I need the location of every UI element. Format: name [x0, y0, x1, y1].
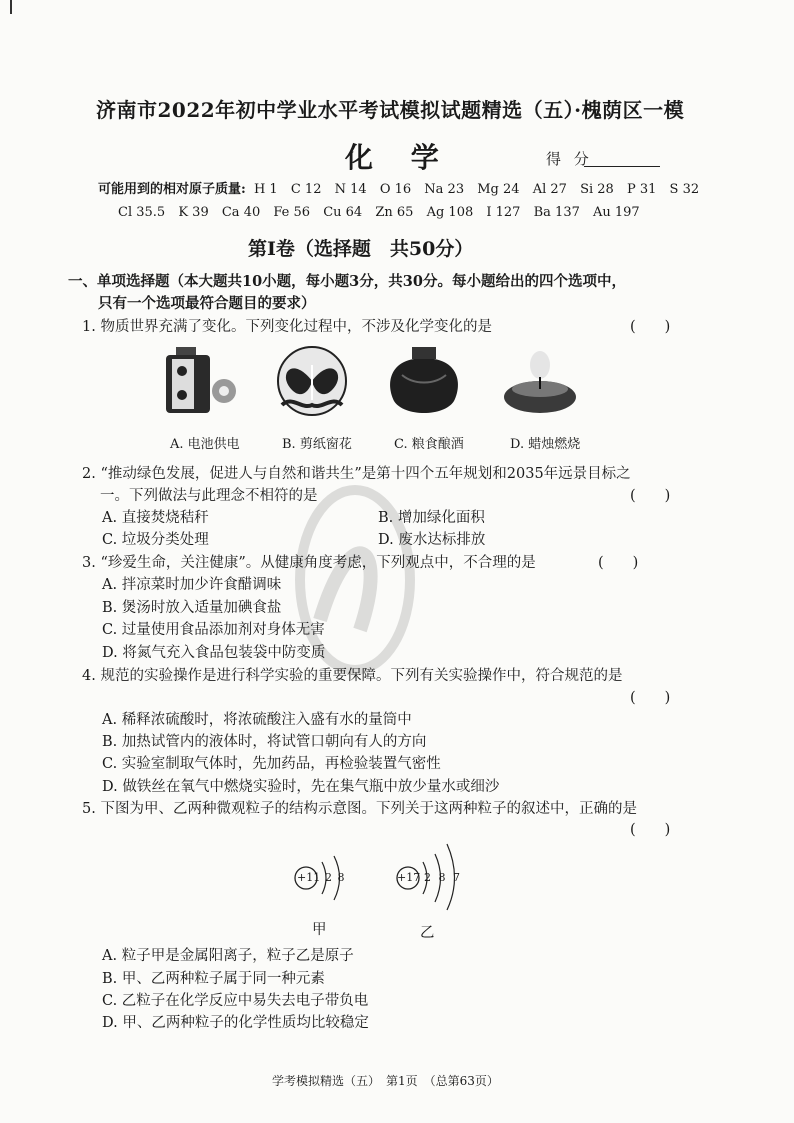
q1-stem: 1. 物质世界充满了变化。下列变化过程中，不涉及化学变化的是 — [82, 319, 492, 335]
battery-image — [162, 345, 242, 417]
atom-cl: Cl 35.5 — [118, 205, 166, 220]
q2-option-a[interactable]: A. 直接焚烧秸秆 — [102, 510, 209, 526]
q3-answer-paren[interactable]: ( ) — [598, 555, 639, 571]
section-title-line-2: 只有一个选项最符合题目的要求） — [98, 295, 316, 312]
score-blank[interactable] — [584, 166, 660, 167]
atom-p: P 31 — [626, 182, 657, 197]
atom-fe: Fe 56 — [273, 205, 311, 220]
q2-stem-line-1: 2. “推动绿色发展，促进人与自然和谐共生”是第十四个五年规划和2035年远景目标之 — [82, 466, 631, 482]
q2-answer-paren[interactable]: ( ) — [630, 488, 671, 504]
q3-option-d[interactable]: D. 将氮气充入食品包装袋中防变质 — [102, 645, 326, 661]
q3-stem: 3. “珍爱生命，关注健康”。从健康角度考虑，下列观点中，不合理的是 — [82, 555, 536, 571]
atomic-mass-label: 可能用到的相对原子质量: — [98, 182, 246, 197]
particle-jia-nucleus: +11 — [297, 871, 321, 884]
q5-stem: 5. 下图为甲、乙两种微观粒子的结构示意图。下列关于这两种粒子的叙述中，正确的是 — [82, 801, 637, 817]
atom-au: Au 197 — [593, 205, 640, 220]
atom-ca: Ca 40 — [221, 205, 261, 220]
atomic-mass-line-1 — [98, 178, 708, 197]
wine-jar-image — [384, 345, 464, 417]
page-footer: 学考模拟精选（五） 第1页 （总第63页） — [272, 1074, 499, 1088]
atom-cu: Cu 64 — [323, 205, 363, 220]
atom-i: I 127 — [486, 205, 521, 220]
q1-caption-a: A. 电池供电 — [170, 437, 240, 452]
atom-al: Al 27 — [532, 182, 567, 197]
q4-stem: 4. 规范的实验操作是进行科学实验的重要保障。下列有关实验操作中，符合规范的是 — [82, 668, 623, 684]
subject-title: 化 学 — [345, 141, 453, 174]
particle-jia-shells: 2 8 — [325, 871, 346, 884]
q2-stem-line-2: 一。下列做法与此理念不相符的是 — [100, 488, 318, 504]
atom-s: S 32 — [669, 182, 700, 197]
atom-zn: Zn 65 — [375, 205, 414, 220]
exam-title: 济南市2022年初中学业水平考试模拟试题精选（五）·槐荫区一模 — [96, 98, 685, 122]
q4-option-a[interactable]: A. 稀释浓硫酸时，将浓硫酸注入盛有水的量筒中 — [102, 712, 412, 728]
q2-option-c[interactable]: C. 垃圾分类处理 — [102, 532, 209, 548]
q5-option-b[interactable]: B. 甲、乙两种粒子属于同一种元素 — [102, 971, 325, 987]
q1-caption-c: C. 粮食酿酒 — [394, 437, 464, 452]
q2-option-d[interactable]: D. 废水达标排放 — [378, 532, 486, 548]
paper-cut-butterfly-image — [272, 345, 352, 417]
atom-o: O 16 — [379, 182, 412, 197]
q4-option-c[interactable]: C. 实验室制取气体时，先加药品，再检验装置气密性 — [102, 756, 441, 772]
q1-answer-paren[interactable]: ( ) — [630, 319, 671, 335]
burning-candle-image — [500, 345, 580, 417]
q3-option-c[interactable]: C. 过量使用食品添加剂对身体无害 — [102, 622, 325, 638]
q4-option-b[interactable]: B. 加热试管内的液体时，将试管口朝向有人的方向 — [102, 734, 427, 750]
atom-n: N 14 — [334, 182, 367, 197]
q1-caption-b: B. 剪纸窗花 — [282, 437, 352, 452]
atom-ag: Ag 108 — [426, 205, 474, 220]
q5-answer-paren[interactable]: ( ) — [630, 822, 671, 838]
atom-na: Na 23 — [424, 182, 465, 197]
q5-option-d[interactable]: D. 甲、乙两种粒子的化学性质均比较稳定 — [102, 1015, 369, 1031]
q5-option-a[interactable]: A. 粒子甲是金属阳离子，粒子乙是原子 — [102, 948, 354, 964]
section-title-line-1: 一、单项选择题（本大题共10小题，每小题3分，共30分。每小题给出的四个选项中， — [68, 273, 626, 290]
particle-yi-label: 乙 — [420, 925, 435, 941]
q3-option-b[interactable]: B. 煲汤时放入适量加碘食盐 — [102, 600, 282, 616]
part-heading: 第Ⅰ卷（选择题 共50分） — [248, 238, 474, 260]
atom-h: H 1 — [253, 182, 278, 197]
score-label: 得 分 — [546, 150, 593, 168]
q1-caption-d: D. 蜡烛燃烧 — [510, 437, 581, 452]
atom-c: C 12 — [290, 182, 322, 197]
particle-yi-nucleus: +17 — [397, 871, 421, 884]
q2-option-b[interactable]: B. 增加绿化面积 — [378, 510, 485, 526]
q5-option-c[interactable]: C. 乙粒子在化学反应中易失去电子带负电 — [102, 993, 369, 1009]
atomic-mass-line-2 — [118, 205, 649, 220]
q4-option-d[interactable]: D. 做铁丝在氧气中燃烧实验时，先在集气瓶中放少量水或细沙 — [102, 779, 500, 795]
scan-edge-mark — [10, 0, 12, 14]
atom-ba: Ba 137 — [533, 205, 580, 220]
particle-yi-shells: 2 8 7 — [424, 871, 462, 884]
particle-jia-label: 甲 — [312, 922, 327, 938]
q4-answer-paren[interactable]: ( ) — [630, 690, 671, 706]
atom-mg: Mg 24 — [477, 182, 520, 197]
q3-option-a[interactable]: A. 拌凉菜时加少许食醋调味 — [102, 577, 282, 593]
atom-si: Si 28 — [580, 182, 614, 197]
atom-k: K 39 — [178, 205, 209, 220]
